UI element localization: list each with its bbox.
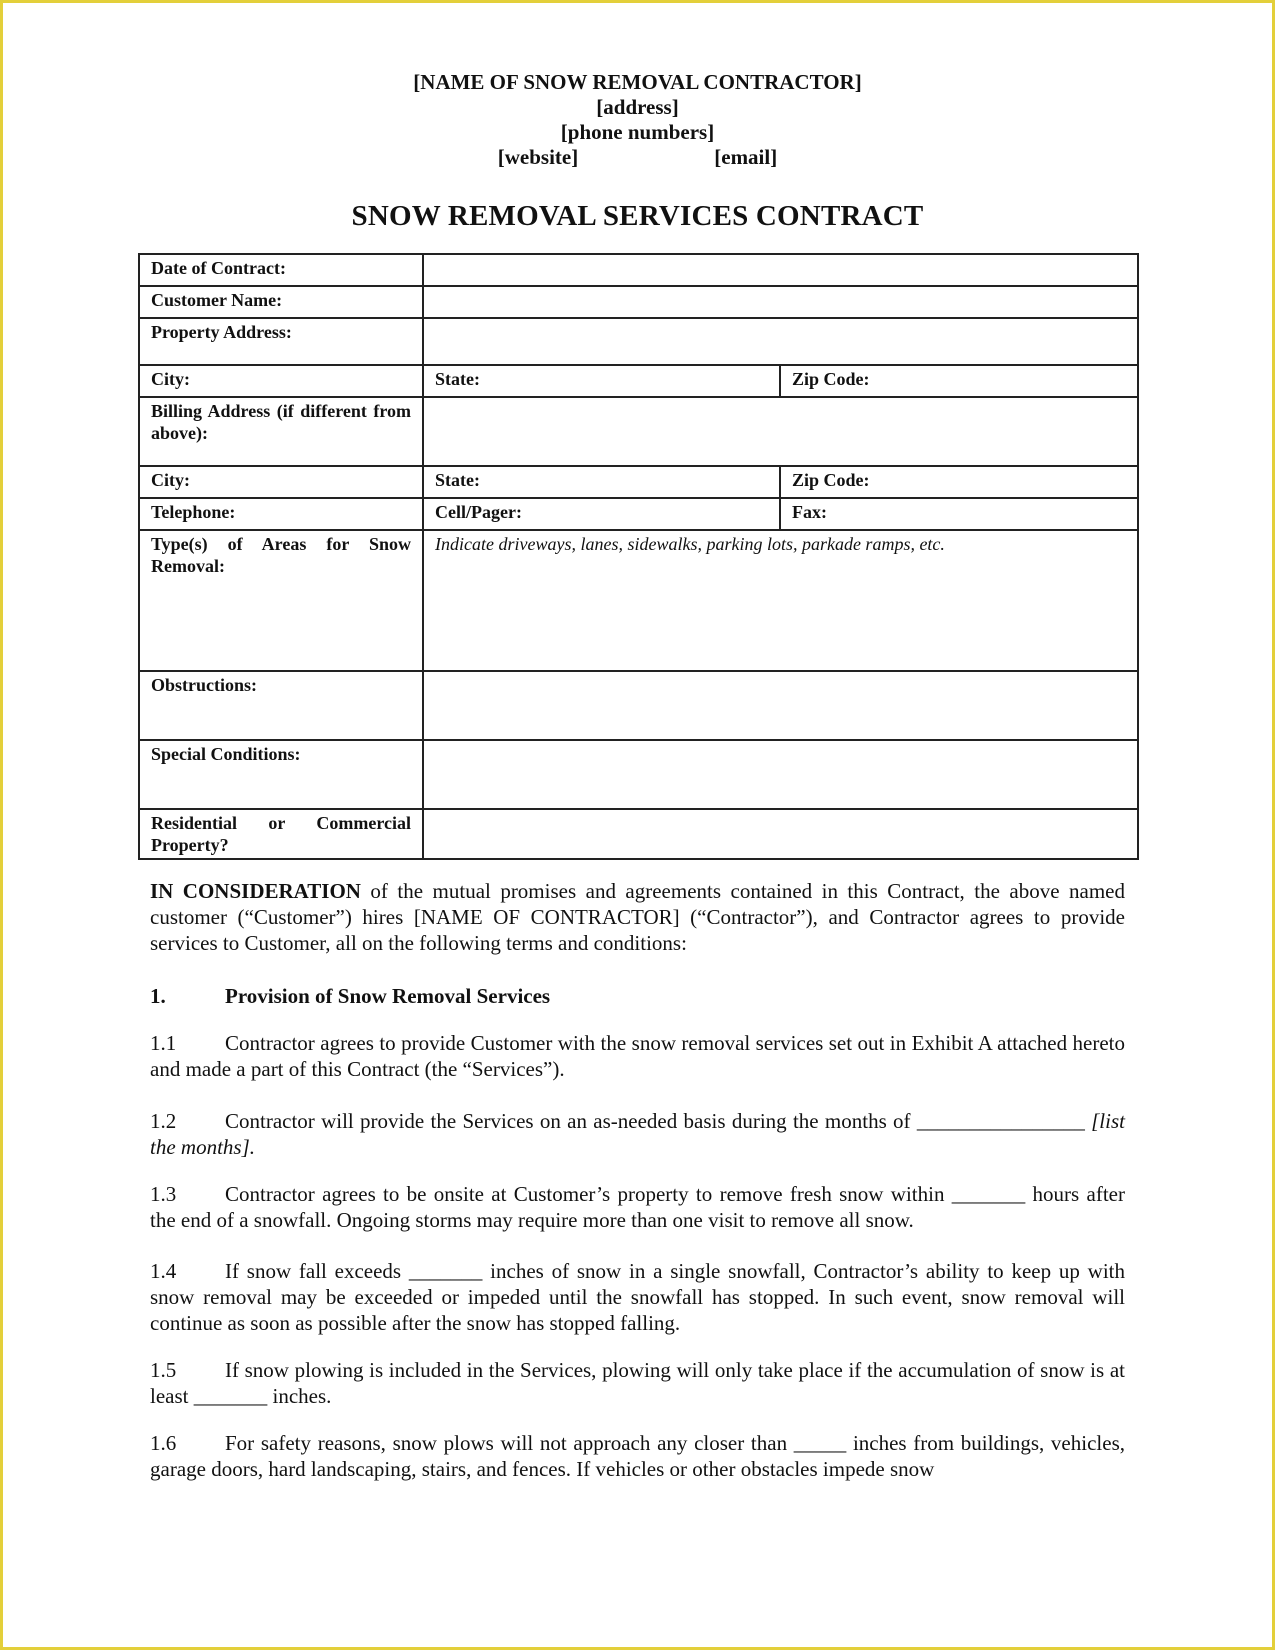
- form-row-property-type: [139, 809, 1138, 859]
- form-row-city: [139, 365, 1138, 397]
- contractor-email: [email]: [714, 145, 778, 169]
- areas-for-snow-removal-label: Type(s) of Areas for Snow Removal:: [139, 530, 423, 671]
- property-address-label: Property Address:: [139, 318, 423, 365]
- city-label[interactable]: City:: [139, 365, 423, 397]
- state-label[interactable]: State:: [423, 365, 780, 397]
- billing-address-label: Billing Address (if different from above):: [139, 397, 423, 466]
- areas-for-snow-removal-field[interactable]: Indicate driveways, lanes, sidewalks, parking lots, parkade ramps, etc.: [423, 530, 1138, 671]
- form-row-areas: [139, 530, 1138, 671]
- form-row-obstructions: [139, 671, 1138, 740]
- obstructions-field[interactable]: [423, 671, 1138, 740]
- clause-1-6: [150, 1430, 1125, 1482]
- website-email-line: [0, 145, 1275, 170]
- customer-name-label: Customer Name:: [139, 286, 423, 318]
- clause-1-1: [150, 1030, 1125, 1082]
- billing-zip-code-label[interactable]: Zip Code:: [780, 466, 1138, 498]
- customer-name-field[interactable]: [423, 286, 1138, 318]
- contractor-name: [NAME OF SNOW REMOVAL CONTRACTOR]: [413, 70, 862, 94]
- clause-1-5: [150, 1357, 1125, 1409]
- form-row-special: [139, 740, 1138, 809]
- clause-number: 1.3: [150, 1182, 177, 1206]
- form-row-customer: [139, 286, 1138, 318]
- date-of-contract-label: Date of Contract:: [139, 254, 423, 286]
- cell-pager-label[interactable]: Cell/Pager:: [423, 498, 780, 530]
- billing-address-field[interactable]: [423, 397, 1138, 466]
- clause-text: Contractor will provide the Services on an as-needed basis during the months of ________________: [225, 1109, 1085, 1133]
- property-address-field[interactable]: [423, 318, 1138, 365]
- form-row-date: [139, 254, 1138, 286]
- clause-1-2: [150, 1108, 1125, 1160]
- clause-italic-note: [list the months].: [150, 1109, 1125, 1159]
- special-conditions-label: Special Conditions:: [139, 740, 423, 809]
- consideration-paragraph: [150, 878, 1125, 956]
- contractor-address: [address]: [596, 95, 679, 119]
- clause-number: 1.6: [150, 1431, 177, 1455]
- clause-1-4: [150, 1258, 1125, 1336]
- special-conditions-field[interactable]: [423, 740, 1138, 809]
- billing-state-label[interactable]: State:: [423, 466, 780, 498]
- contractor-phone: [phone numbers]: [560, 120, 715, 144]
- contractor-website: [website]: [497, 145, 579, 169]
- clause-1-3: [150, 1181, 1125, 1233]
- clause-number: 1.1: [150, 1031, 177, 1055]
- clause-number: 1.5: [150, 1358, 177, 1382]
- section-number: 1.: [150, 984, 166, 1008]
- clause-text: If snow plowing is included in the Services, plowing will only take place if the accumulation of snow is at least _______ inches.: [150, 1358, 1125, 1408]
- clause-text: For safety reasons, snow plows will not approach any closer than _____ inches from buildings, vehicles, garage doors, hard landscaping, stairs, and fences. If vehicles or other obstacles impede snow: [150, 1431, 1125, 1481]
- fax-label[interactable]: Fax:: [780, 498, 1138, 530]
- obstructions-label: Obstructions:: [139, 671, 423, 740]
- clause-text: Contractor agrees to provide Customer with the snow removal services set out in Exhibit A attached hereto and made a part of this Contract (the “Services”).: [150, 1031, 1125, 1081]
- clause-number: 1.4: [150, 1259, 177, 1283]
- zip-code-label[interactable]: Zip Code:: [780, 365, 1138, 397]
- billing-city-label[interactable]: City:: [139, 466, 423, 498]
- clause-text: If snow fall exceeds _______ inches of snow in a single snowfall, Contractor’s ability to keep up with snow removal may be exceeded or impeded until the snowfall has stopped. In such event, snow removal will continue as soon as possible after the snow has stopped falling.: [150, 1259, 1125, 1335]
- form-row-property: [139, 318, 1138, 365]
- letterhead: [0, 70, 1275, 170]
- telephone-label[interactable]: Telephone:: [139, 498, 423, 530]
- form-row-billing: [139, 397, 1138, 466]
- clause-text: Contractor agrees to be onsite at Customer’s property to remove fresh snow within _______ hours after the end of a snowfall. Ongoing storms may require more than one visit to remove all snow.: [150, 1182, 1125, 1232]
- residential-commercial-field[interactable]: [423, 809, 1138, 859]
- form-row-billing-city: [139, 466, 1138, 498]
- clause-number: 1.2: [150, 1109, 177, 1133]
- section-heading: [150, 984, 1125, 1009]
- form-row-phones: [139, 498, 1138, 530]
- consideration-lead: IN CONSIDERATION: [150, 879, 361, 903]
- section-title: Provision of Snow Removal Services: [225, 984, 551, 1008]
- consideration-text: of the mutual promises and agreements contained in this Contract, the above named customer (“Customer”) hires [NAME OF CONTRACTOR] (“Contractor”), and Contractor agrees to provide services to Customer, all on the following terms and conditions:: [150, 879, 1125, 955]
- document-title: SNOW REMOVAL SERVICES CONTRACT: [351, 200, 924, 232]
- date-of-contract-field[interactable]: [423, 254, 1138, 286]
- residential-commercial-label: Residential or Commercial Property?: [139, 809, 423, 859]
- contract-details-form: [138, 253, 1139, 860]
